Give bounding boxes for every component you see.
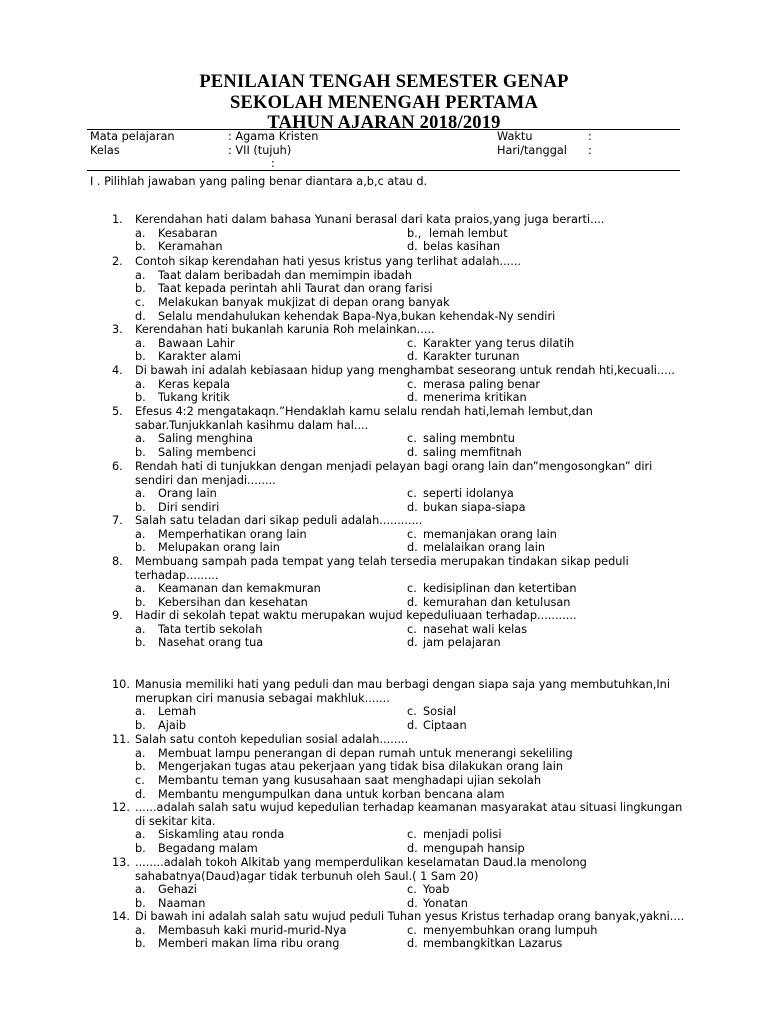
- instruction-text: I . Pilihlah jawaban yang paling benar diantara a,b,c atau d.: [90, 175, 428, 188]
- option-text: Tukang kritik: [158, 391, 230, 405]
- question-text: ........adalah tokoh Alkitab yang memperdulikan keselamatan Daud.Ia menolong: [135, 856, 587, 869]
- question-number: 7.: [112, 514, 123, 527]
- option-text: Karakter alami: [158, 350, 241, 364]
- question-number: 4.: [112, 364, 123, 377]
- exam-title-line-2: SEKOLAH MENENGAH PERTAMA: [229, 93, 539, 113]
- option-letter: c.: [407, 705, 417, 719]
- option-letter: a.: [135, 582, 146, 596]
- option-letter: b.: [135, 718, 146, 732]
- option-text: Keramahan: [158, 240, 223, 254]
- option-letter: d.: [135, 787, 146, 801]
- option-text: Gehazi: [158, 883, 197, 897]
- option-text: Saling membenci: [158, 445, 256, 459]
- option-text: Membantu teman yang kususahaan saat menghadapi ujian sekolah: [158, 773, 542, 787]
- option-text: Ciptaan: [423, 718, 467, 732]
- subject-label: Mata pelajaran: [90, 130, 175, 143]
- option-letter: a.: [135, 883, 146, 897]
- question-number: 5.: [112, 405, 123, 418]
- option-text: Naaman: [158, 896, 206, 910]
- option-letter: c.: [135, 295, 145, 309]
- class-label: Kelas: [90, 144, 120, 157]
- option-text: Membuat lampu penerangan di depan rumah untuk menerangi sekeliling: [158, 746, 573, 760]
- option-letter: d.: [407, 445, 418, 459]
- question-number: 13.: [112, 856, 130, 869]
- question-text: sahabatnya(Daud)agar tidak terbunuh oleh Saul.( 1 Sam 20): [135, 869, 479, 883]
- option-text: Selalu mendahulukan kehendak Bapa-Nya,bukan kehendak-Ny sendiri: [158, 309, 556, 323]
- option-text: melalaikan orang lain: [423, 541, 545, 555]
- option-text: menerima kritikan: [423, 391, 527, 405]
- question-text: ......adalah salah satu wujud kepedulian terhadap keamanan masyarakat atau situasi lingkungan: [135, 801, 683, 814]
- question-text: Salah satu teladan dari sikap peduli adalah............: [135, 514, 423, 527]
- option-letter: d.: [135, 309, 146, 323]
- option-letter: c.: [407, 622, 417, 636]
- option-text: Lemah: [158, 705, 197, 719]
- question-number: 3.: [112, 323, 123, 336]
- option-text: Membasuh kaki murid-murid-Nya: [158, 923, 347, 937]
- option-letter: b.: [135, 636, 146, 650]
- option-letter: b.: [135, 541, 146, 555]
- option-letter: d.: [407, 841, 418, 855]
- option-letter: a.: [135, 487, 146, 501]
- option-text: jam pelajaran: [423, 636, 501, 650]
- option-text: menyembuhkan orang lumpuh: [423, 923, 598, 937]
- option-letter: c.: [407, 377, 417, 391]
- option-text: Yonatan: [423, 896, 468, 910]
- option-letter: c.: [407, 582, 417, 596]
- option-letter: a.: [135, 268, 146, 282]
- option-text: Kesabaran: [158, 226, 218, 240]
- option-text: bukan siapa-siapa: [423, 500, 526, 514]
- option-letter: b.,: [407, 226, 422, 240]
- option-text: Keras kepala: [158, 377, 231, 391]
- option-letter: d.: [407, 636, 418, 650]
- option-letter: b.: [135, 896, 146, 910]
- option-letter: d.: [407, 350, 418, 364]
- option-text: Keamanan dan kemakmuran: [158, 582, 321, 596]
- subject-value: : Agama Kristen: [228, 130, 319, 143]
- question-text: sabar.Tunjukkanlah kasihmu dalam hal....: [135, 418, 369, 432]
- option-letter: b.: [135, 445, 146, 459]
- option-letter: c.: [407, 336, 417, 350]
- option-text: Taat kepada perintah ahli Taurat dan orang farisi: [158, 282, 433, 296]
- option-text: Membantu mengumpulkan dana untuk korban bencana alam: [158, 787, 505, 801]
- option-text: Sosial: [423, 705, 457, 719]
- option-letter: b.: [135, 937, 146, 951]
- option-letter: b.: [135, 240, 146, 254]
- exam-title-line-3: TAHUN AJARAN 2018/2019: [267, 113, 501, 133]
- option-text: nasehat wali kelas: [423, 622, 528, 636]
- option-letter: a.: [135, 828, 146, 842]
- option-text: merasa paling benar: [423, 377, 541, 391]
- question-number: 9.: [112, 609, 123, 622]
- question-text: merupkan ciri manusia sebagai makhluk.......: [135, 691, 390, 705]
- extra-colon: :: [271, 157, 275, 170]
- option-letter: d.: [407, 500, 418, 514]
- option-text: Siskamling atau ronda: [158, 828, 285, 842]
- option-letter: d.: [407, 896, 418, 910]
- option-letter: d.: [407, 937, 418, 951]
- question-number: 14.: [112, 910, 130, 923]
- option-text: kedisiplinan dan ketertiban: [423, 582, 577, 596]
- option-letter: a.: [135, 622, 146, 636]
- date-value: :: [588, 144, 592, 157]
- question-text: sendiri dan menjadi........: [135, 473, 276, 487]
- question-number: 8.: [112, 555, 123, 568]
- option-text: Ajaib: [158, 718, 187, 732]
- option-letter: c.: [135, 773, 145, 787]
- time-value: :: [588, 130, 592, 143]
- option-text: belas kasihan: [423, 240, 501, 254]
- question-number: 1.: [112, 213, 123, 226]
- option-text: membangkitkan Lazarus: [423, 937, 563, 951]
- date-label: Hari/tanggal: [497, 144, 567, 157]
- option-text: Karakter turunan: [423, 350, 520, 364]
- option-letter: a.: [135, 377, 146, 391]
- option-text: Melakukan banyak mukjizat di depan orang banyak: [158, 295, 450, 309]
- option-text: Memperhatikan orang lain: [158, 527, 307, 541]
- option-letter: c.: [407, 828, 417, 842]
- question-number: 10.: [112, 678, 130, 691]
- option-letter: b.: [135, 760, 146, 774]
- question-text: Di bawah ini adalah salah satu wujud peduli Tuhan yesus Kristus terhadap orang banyak,yakni....: [135, 910, 685, 923]
- question-number: 2.: [112, 255, 123, 268]
- question-text: Hadir di sekolah tepat waktu merupakan wujud kepeduliuaan terhadap...........: [135, 609, 577, 622]
- option-text: mengupah hansip: [423, 841, 525, 855]
- option-text: Kebersihan dan kesehatan: [158, 595, 308, 609]
- option-letter: d.: [407, 240, 418, 254]
- option-text: memanjakan orang lain: [423, 527, 557, 541]
- option-text: Begadang malam: [158, 841, 258, 855]
- option-letter: a.: [135, 226, 146, 240]
- option-letter: c.: [407, 487, 417, 501]
- question-text: di sekitar kita.: [135, 814, 216, 828]
- option-letter: a.: [135, 746, 146, 760]
- option-letter: d.: [407, 541, 418, 555]
- option-letter: c.: [407, 883, 417, 897]
- question-text: Membuang sampah pada tempat yang telah tersedia merupakan tindakan sikap peduli: [135, 555, 629, 568]
- option-letter: a.: [135, 923, 146, 937]
- question-text: Efesus 4:2 mengatakaqn.”Hendaklah kamu selalu rendah hati,lemah lembut,dan: [135, 405, 593, 418]
- option-text: menjadi polisi: [423, 828, 502, 842]
- option-text: Karakter yang terus dilatih: [423, 336, 575, 350]
- option-text: seperti idolanya: [423, 487, 514, 501]
- question-text: Kerendahan hati dalam bahasa Yunani berasal dari kata praios,yang juga berarti....: [135, 213, 605, 226]
- option-letter: a.: [135, 336, 146, 350]
- option-letter: d.: [407, 718, 418, 732]
- option-letter: d.: [407, 595, 418, 609]
- option-text: lemah lembut: [429, 226, 508, 240]
- question-number: 12.: [112, 801, 130, 814]
- option-letter: c.: [407, 432, 417, 446]
- option-text: Diri sendiri: [158, 500, 220, 514]
- exam-title-line-1: PENILAIAN TENGAH SEMESTER GENAP: [199, 72, 569, 92]
- question-text: Kerendahan hati bukanlah karunia Roh melainkan.....: [135, 323, 435, 336]
- option-letter: a.: [135, 432, 146, 446]
- question-text: Contoh sikap kerendahan hati yesus kristus yang terlihat adalah......: [135, 255, 522, 268]
- question-text: Di bawah ini adalah kebiasaan hidup yang menghambat seseorang untuk rendah hti,kecuali.....: [135, 364, 675, 377]
- time-label: Waktu: [497, 130, 533, 143]
- option-text: Tata tertib sekolah: [158, 622, 263, 636]
- question-text: Rendah hati di tunjukkan dengan menjadi pelayan bagi orang lain dan”mengosongkan” diri: [135, 460, 653, 473]
- option-text: Nasehat orang tua: [158, 636, 264, 650]
- header-bottom-rule: [87, 170, 680, 171]
- option-letter: c.: [407, 923, 417, 937]
- question-number: 6.: [112, 460, 123, 473]
- option-letter: a.: [135, 527, 146, 541]
- option-text: kemurahan dan ketulusan: [423, 595, 571, 609]
- question-text: Salah satu contoh kepedulian sosial adalah........: [135, 733, 409, 746]
- option-text: Orang lain: [158, 487, 217, 501]
- question-text: terhadap.........: [135, 568, 219, 582]
- question-text: Manusia memiliki hati yang peduli dan mau berbagi dengan siapa saja yang membutuhkan,Ini: [135, 678, 670, 691]
- option-text: saling memfitnah: [423, 445, 522, 459]
- option-text: Memberi makan lima ribu orang: [158, 937, 340, 951]
- option-text: Taat dalam beribadah dan memimpin ibadah: [158, 268, 412, 282]
- option-text: Yoab: [423, 883, 450, 897]
- option-letter: b.: [135, 282, 146, 296]
- option-text: Bawaan Lahir: [158, 336, 235, 350]
- question-number: 11.: [112, 733, 130, 746]
- option-letter: b.: [135, 350, 146, 364]
- option-letter: a.: [135, 705, 146, 719]
- option-text: Mengerjakan tugas atau pekerjaan yang tidak bisa dilakukan orang lain: [158, 760, 564, 774]
- option-letter: c.: [407, 527, 417, 541]
- class-value: : VII (tujuh): [228, 144, 292, 157]
- option-letter: b.: [135, 841, 146, 855]
- option-letter: d.: [407, 391, 418, 405]
- option-text: Saling menghina: [158, 432, 253, 446]
- option-letter: b.: [135, 391, 146, 405]
- option-letter: b.: [135, 595, 146, 609]
- option-text: Melupakan orang lain: [158, 541, 280, 555]
- option-text: saling membntu: [423, 432, 515, 446]
- option-letter: b.: [135, 500, 146, 514]
